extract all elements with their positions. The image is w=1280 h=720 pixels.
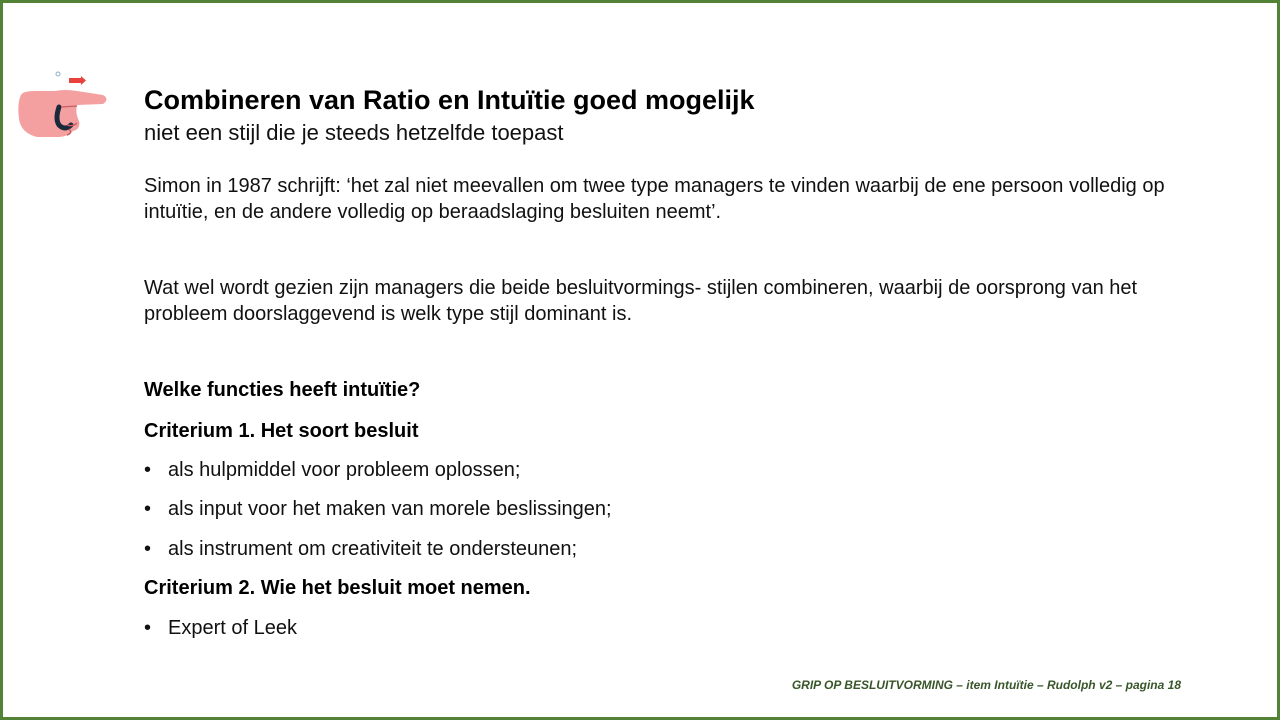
bullet-icon: • <box>144 617 152 639</box>
paragraph-simon-quote: Simon in 1987 schrijft: ‘het zal niet meevallen om twee type managers te vinden waarbij de ene persoon volledig op intuïtie, en de andere volledig op beraadslaging besluiten neemt’. <box>144 175 1165 223</box>
list-item-text: als input voor het maken van morele beslissingen; <box>168 498 612 520</box>
slide-subtitle: niet een stijl die je steeds hetzelfde toepast <box>144 120 564 145</box>
list-item-text: Expert of Leek <box>168 617 297 639</box>
question-heading: Welke functies heeft intuïtie? <box>144 379 421 401</box>
paragraph-combined-styles: Wat wel wordt gezien zijn managers die beide besluitvormings- stijlen combineren, waarbij de oorsprong van het probleem doorslaggevend is welk type stijl dominant is. <box>144 277 1138 325</box>
slide-title: Combineren van Ratio en Intuïtie goed mogelijk <box>144 85 755 115</box>
pointing-hand-icon <box>15 69 115 143</box>
footer-caption: GRIP OP BESLUITVORMING – item Intuïtie – Rudolph v2 – pagina 18 <box>791 678 1181 692</box>
criterium-1-heading: Criterium 1. Het soort besluit <box>144 420 419 442</box>
list-item-text: als instrument om creativiteit te ondersteunen; <box>168 538 578 560</box>
criterium-2-heading: Criterium 2. Wie het besluit moet nemen. <box>144 577 531 599</box>
bullet-icon: • <box>144 459 152 481</box>
bullet-icon: • <box>144 498 152 520</box>
bullet-icon: • <box>144 538 152 560</box>
list-item-text: als hulpmiddel voor probleem oplossen; <box>168 459 521 481</box>
